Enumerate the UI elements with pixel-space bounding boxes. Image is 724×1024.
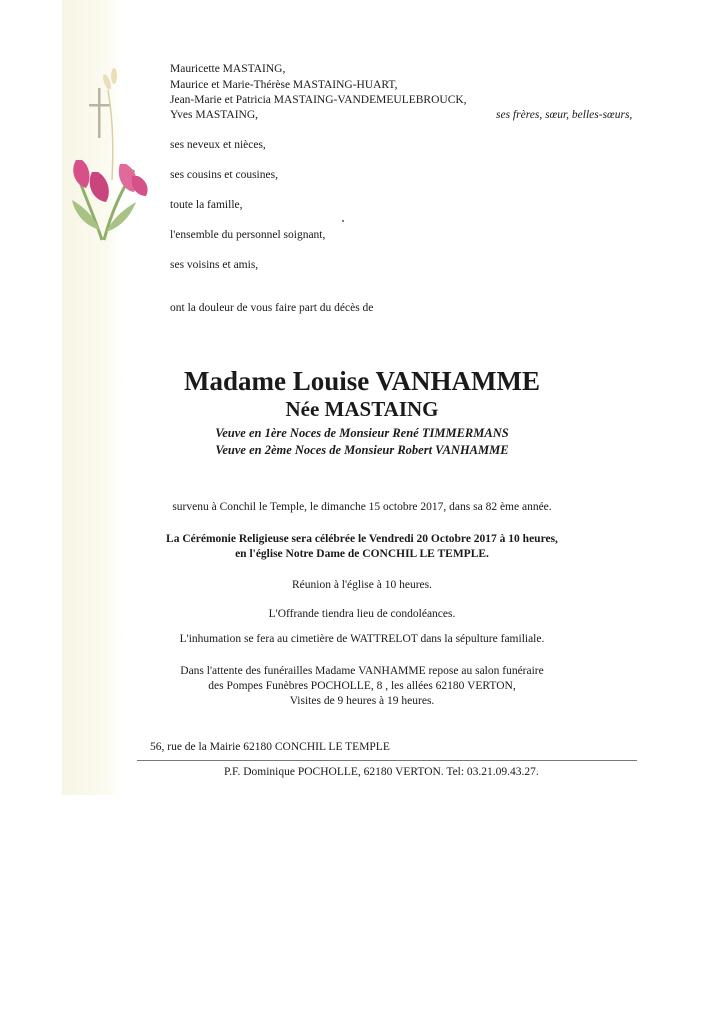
relatives-staff: l'ensemble du personnel soignant, xyxy=(170,229,326,241)
relatives-family: toute la famille, xyxy=(170,199,243,211)
sibling-3: Jean-Marie et Patricia MASTAING-VANDEMEULEBROUCK, xyxy=(170,94,467,106)
lily-flower-4 xyxy=(132,176,148,196)
footer-funeral-director: P.F. Dominique POCHOLLE, 62180 VERTON. Tel: 03.21.09.43.27. xyxy=(224,766,539,778)
funeral-home-line-3: Visites de 9 heures à 19 heures. xyxy=(289,695,435,707)
decorative-dot xyxy=(342,220,344,222)
family-address: 56, rue de la Mairie 62180 CONCHIL LE TEMPLE xyxy=(150,741,390,753)
sibling-2: Maurice et Marie-Thérèse MASTAING-HUART, xyxy=(170,79,398,91)
widow-second-marriage: Veuve en 2ème Noces de Monsieur Robert VANHAMME xyxy=(215,443,509,457)
announcement: ont la douleur de vous faire part du décès de xyxy=(170,302,374,314)
sibling-1: Mauricette MASTAING, xyxy=(170,63,286,75)
ceremony-line-2: en l'église Notre Dame de CONCHIL LE TEMPLE. xyxy=(235,548,489,560)
widow-first-marriage: Veuve en 1ère Noces de Monsieur René TIMMERMANS xyxy=(215,426,509,440)
lily-flower-2 xyxy=(90,172,109,202)
deceased-maiden-name: Née MASTAING xyxy=(285,397,439,421)
offrande-notice: L'Offrande tiendra lieu de condoléances. xyxy=(268,608,456,620)
relatives-cousins: ses cousins et cousines, xyxy=(170,169,278,181)
inhumation-notice: L'inhumation se fera au cimetière de WATTRELOT dans la sépulture familiale. xyxy=(179,633,545,645)
cross-horizontal xyxy=(89,104,110,107)
deceased-name: Madame Louise VANHAMME xyxy=(184,366,540,396)
reunion-notice: Réunion à l'église à 10 heures. xyxy=(291,579,433,591)
cross-and-lily-icon xyxy=(62,60,162,260)
relatives-nephews: ses neveux et nièces, xyxy=(170,139,266,151)
funeral-home-line-2: des Pompes Funèbres POCHOLLE, 8 , les allées 62180 VERTON, xyxy=(208,680,516,692)
cross-vertical xyxy=(98,88,101,138)
siblings-role: ses frères, sœur, belles-sœurs, xyxy=(496,109,633,121)
sibling-4: Yves MASTAING, xyxy=(170,109,259,121)
lily-flower-1 xyxy=(73,160,89,188)
ceremony-line-1: La Cérémonie Religieuse sera célébrée le Vendredi 20 Octobre 2017 à 10 heures, xyxy=(166,533,558,545)
divider xyxy=(137,760,637,761)
funeral-home-line-1: Dans l'attente des funérailles Madame VANHAMME repose au salon funéraire xyxy=(180,665,544,677)
death-notice: survenu à Conchil le Temple, le dimanche 15 octobre 2017, dans sa 82 ème année. xyxy=(172,501,552,513)
relatives-neighbors: ses voisins et amis, xyxy=(170,259,259,271)
